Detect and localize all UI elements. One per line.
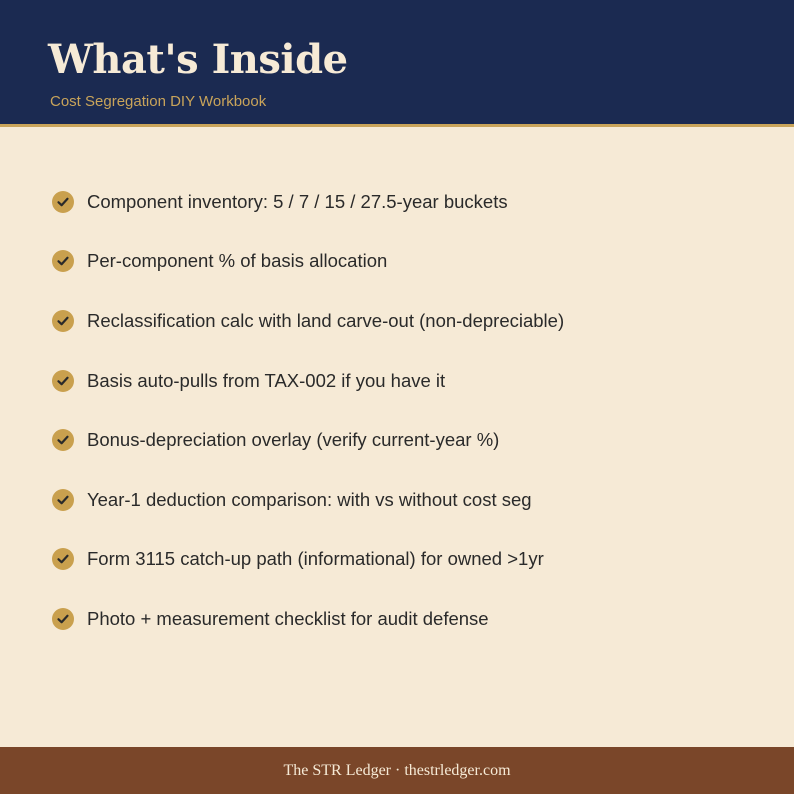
list-item <box>52 291 772 351</box>
feature-list <box>52 172 772 649</box>
list-item-label: Year-1 deduction comparison: with vs without cost seg <box>87 488 532 510</box>
check-circle-icon <box>52 489 74 511</box>
header <box>0 0 794 127</box>
footer <box>0 747 794 794</box>
check-circle-icon <box>52 429 74 451</box>
list-item-label: Form 3115 catch-up path (informational) for owned >1yr <box>87 548 544 570</box>
list-item-label: Component inventory: 5 / 7 / 15 / 27.5-year buckets <box>87 190 508 212</box>
list-item-label: Bonus-depreciation overlay (verify current-year %) <box>87 429 500 451</box>
list-item-label: Basis auto-pulls from TAX-002 if you have it <box>87 369 446 391</box>
check-circle-icon <box>52 310 74 332</box>
list-item <box>52 530 772 590</box>
page-title: What's Inside <box>48 36 348 83</box>
check-circle-icon <box>52 250 74 272</box>
check-circle-icon <box>52 191 74 213</box>
list-item-label: Photo + measurement checklist for audit defense <box>87 607 489 629</box>
page-subtitle: Cost Segregation DIY Workbook <box>50 93 267 110</box>
list-item <box>52 232 772 292</box>
list-item-label: Per-component % of basis allocation <box>87 250 388 272</box>
list-item <box>52 172 772 232</box>
footer-brand-text: The STR Ledger · thestrledger.com <box>283 761 511 779</box>
list-item <box>52 410 772 470</box>
check-circle-icon <box>52 548 74 570</box>
check-circle-icon <box>52 608 74 630</box>
check-circle-icon <box>52 370 74 392</box>
list-item <box>52 351 772 411</box>
list-item <box>52 589 772 649</box>
list-item-label: Reclassification calc with land carve-out (non-depreciable) <box>87 309 565 331</box>
list-item <box>52 470 772 530</box>
